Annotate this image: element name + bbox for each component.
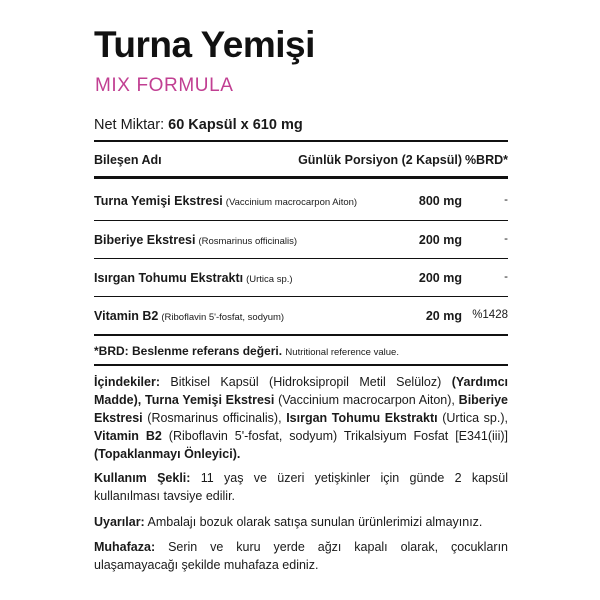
ingredient-brd: - [504, 271, 508, 283]
row-divider [94, 220, 508, 221]
ingredient-amount: 200 mg [418, 233, 462, 247]
ingredient-name: Vitamin B2 (Riboflavin 5'-fosfat, sodyum) [94, 309, 285, 323]
divider-top [94, 140, 508, 142]
warnings-paragraph [94, 513, 508, 531]
ingredient-brd: %1428 [472, 309, 508, 321]
storage-text: Serin ve kuru yerde ağzı kapalı olarak, çocukların ulaşamayacağı şekilde muhafaza ediniz. [94, 540, 508, 572]
brd-footnote-text: Nutritional reference value. [285, 347, 399, 358]
table-row [94, 234, 508, 254]
ingredients-label: İçindekiler: [94, 375, 160, 389]
storage-label: Muhafaza: [94, 540, 156, 554]
net-quantity [94, 118, 303, 133]
divider-footnote [94, 364, 508, 366]
header-brd: %BRD* [464, 153, 508, 167]
ingredient-name: Biberiye Ekstresi (Rosmarinus officinalis) [94, 233, 298, 247]
ingredient-latin-name: (Vaccinium macrocarpon Aiton) [225, 197, 358, 208]
ingredient-brd: - [504, 233, 508, 245]
table-row [94, 310, 508, 330]
net-quantity-value: 60 Kapsül x 610 mg [168, 117, 303, 133]
divider-header [94, 176, 508, 179]
warnings-label: Uyarılar: [94, 515, 145, 529]
ingredient-latin-name: (Rosmarinus officinalis) [198, 236, 298, 247]
ingredient-brd: - [504, 194, 508, 206]
brd-footnote-label: *BRD: Beslenme referans değeri. [94, 344, 283, 358]
product-subtitle: MIX FORMULA [95, 75, 234, 96]
ingredient-latin-name: (Urtica sp.) [246, 274, 293, 285]
ingredient-amount: 800 mg [418, 194, 462, 208]
net-quantity-label: Net Miktar: [94, 117, 165, 133]
row-divider [94, 258, 508, 259]
header-ingredient-name: Bileşen Adı [94, 153, 162, 167]
divider-table-bottom [94, 334, 508, 336]
usage-text: 11 yaş ve üzeri yetişkinler için günde 2 kapsül kullanılması tavsiye edilir. [94, 471, 508, 503]
supplement-label [94, 0, 508, 600]
ingredient-amount: 20 mg [425, 309, 462, 323]
table-row [94, 272, 508, 292]
product-title: Turna Yemişi [94, 24, 315, 65]
row-divider [94, 296, 508, 297]
ingredient-name: Turna Yemişi Ekstresi (Vaccinium macrocarpon Aiton) [94, 194, 358, 208]
header-daily-serving: Günlük Porsiyon (2 Kapsül) [298, 153, 462, 167]
usage-paragraph [94, 469, 508, 505]
table-row [94, 195, 508, 215]
ingredients-paragraph: İçindekiler: Bitkisel Kapsül (Hidroksipropil Metil Selüloz) (Yardımcı Madde), Turna Yemişi Ekstresi (Vaccinium macrocarpon Aiton), Biberiye Ekstresi (Rosmarinus officinalis), Isırgan Tohumu Ekstraktı (Urtica sp.), Vitamin B2 (Riboflavin 5'-fosfat, sodyum) Trikalsiyum Fosfat [E341(iii)] (Topaklanmayı Önleyici). [94, 375, 509, 461]
usage-label: Kullanım Şekli: [94, 471, 191, 485]
storage-paragraph [94, 538, 508, 574]
ingredient-amount: 200 mg [418, 271, 462, 285]
warnings-text: Ambalajı bozuk olarak satışa sunulan ürünlerimizi almayınız. [147, 515, 483, 529]
brd-footnote [94, 345, 399, 358]
ingredient-latin-name: (Riboflavin 5'-fosfat, sodyum) [161, 312, 285, 323]
ingredient-name: Isırgan Tohumu Ekstraktı (Urtica sp.) [94, 271, 293, 285]
